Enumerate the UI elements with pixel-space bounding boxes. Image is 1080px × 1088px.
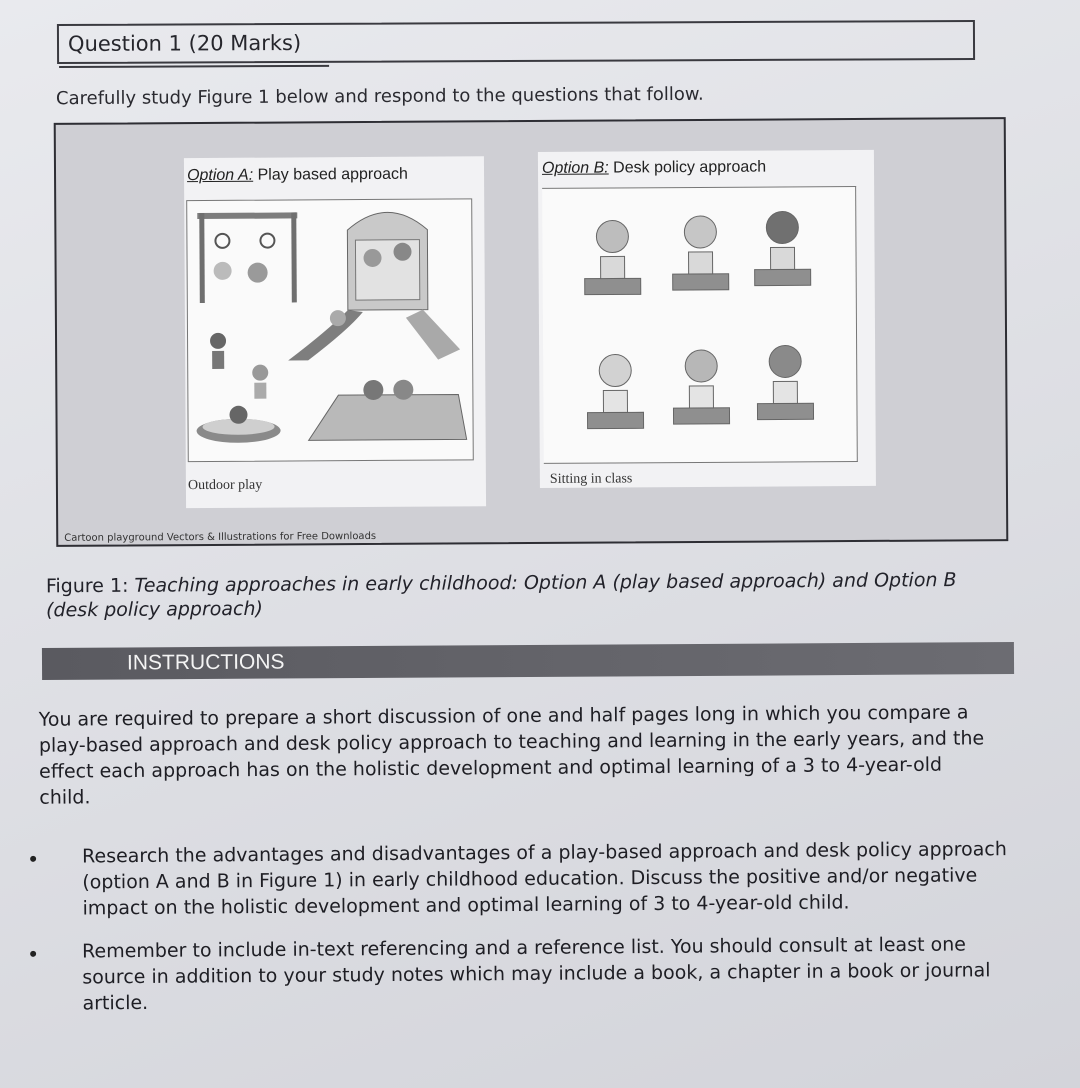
option-a-label: Play based approach	[257, 165, 408, 184]
question-title: Question 1 (20 Marks)	[67, 30, 302, 56]
playground-illustration	[186, 198, 474, 462]
option-a-panel	[184, 156, 486, 508]
bullet-dot-icon	[30, 951, 36, 957]
option-b-heading	[542, 159, 766, 178]
figure-caption-prefix: Figure 1:	[45, 574, 129, 598]
instructions-paragraph: You are required to prepare a short discussion of one and half pages long in which you compare a play-based approach and desk policy approach to teaching and learning in the early years, and the effect each approach has on the holistic development and optimal learning of a 3 to 4-year-old child.	[38, 701, 985, 809]
classroom-scene-image	[542, 187, 856, 463]
option-a-heading	[187, 166, 408, 185]
figure-caption-text: Teaching approaches in early childhood: Option A (play based approach) and Option B (desk policy approach)	[46, 568, 957, 622]
option-b-label: Desk policy approach	[613, 158, 767, 177]
option-a-prefix: Option A:	[186, 166, 254, 185]
option-b-caption: Sitting in class	[549, 471, 633, 487]
figure-caption	[46, 568, 1006, 623]
instruction-bullet-text: Research the advantages and disadvantages of a play-based approach and desk policy approach (option A and B in Figure 1) in early childhood education. Discuss the positive and/or negative impact on the holistic development and optimal learning of 3 to 4-year-old child.	[82, 838, 1007, 920]
title-divider	[59, 65, 329, 68]
instructions-heading: INSTRUCTIONS	[126, 650, 285, 675]
option-b-prefix: Option B:	[541, 159, 609, 177]
question-header-box	[57, 20, 975, 64]
instructions-heading-bar	[42, 642, 1014, 680]
instruction-bullet-text: Remember to include in-text referencing and a reference list. You should consult at least one source in addition to your study notes which may include a book, a chapter in a book or journal article.	[82, 933, 991, 1015]
option-a-caption: Outdoor play	[187, 477, 263, 494]
figure-1	[54, 117, 1009, 547]
image-credit: Cartoon playground Vectors & Illustrations for Free Downloads	[64, 530, 377, 544]
instruction-bullet	[30, 836, 1010, 920]
classroom-illustration	[542, 186, 858, 464]
intro-text: Carefully study Figure 1 below and respond to the questions that follow.	[55, 83, 704, 110]
instruction-bullet	[30, 931, 1010, 1015]
playground-scene-image	[187, 199, 473, 461]
bullet-dot-icon	[30, 856, 36, 862]
option-b-panel	[538, 150, 876, 488]
